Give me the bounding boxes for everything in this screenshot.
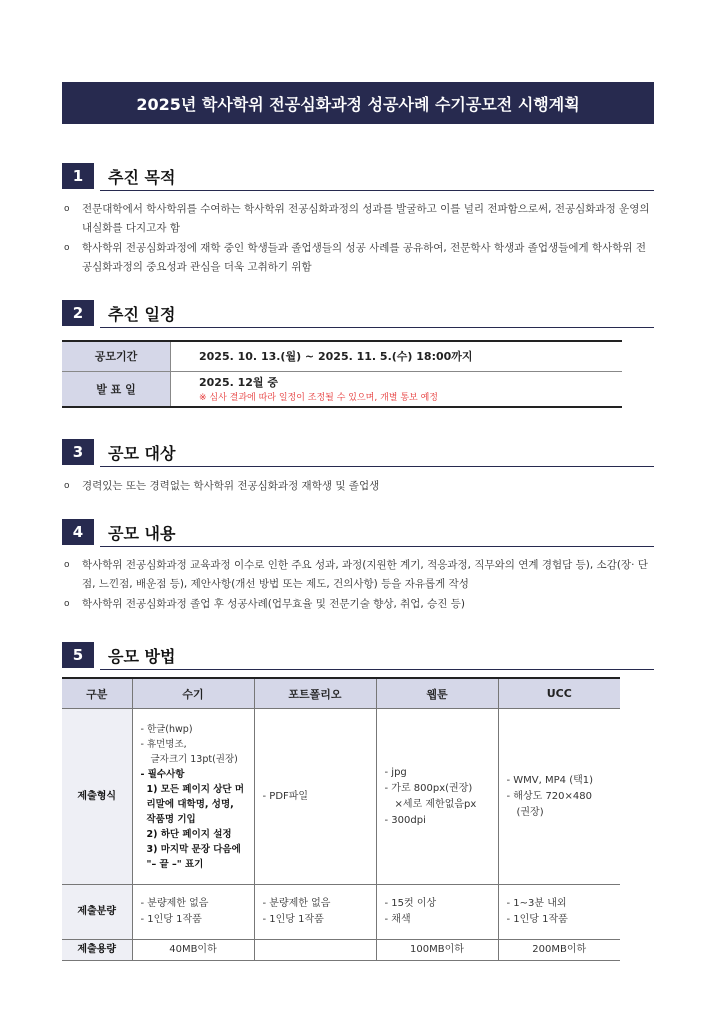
- section-4-bullets: [64, 556, 656, 615]
- announce-note: ※ 심사 결과에 따라 일정이 조정될 수 있으며, 개별 통보 예정: [199, 393, 438, 404]
- cell-line: 1) 모든 페이지 상단 머리말에 대학명, 성명, 작품명 기입: [146, 783, 245, 825]
- submission-table: [62, 677, 620, 961]
- cell-line: - 해상도 720×480: [506, 790, 592, 802]
- bullet-text: 경력있는 또는 경력없는 학사학위 전공심화과정 재학생 및 졸업생: [82, 480, 380, 492]
- table-row: [62, 940, 620, 961]
- schedule-label: 공모기간: [62, 341, 171, 371]
- bullet-text: 전문대학에서 학사학위를 수여하는 학사학위 전공심화과정의 성과를 발굴하고 이를 널리 전파함으로써, 전공심화과정 운영의 내실화를 다지고자 함: [82, 203, 650, 234]
- table-row: [62, 371, 622, 407]
- bullet-mark: o: [64, 560, 70, 570]
- section-divider: [100, 546, 654, 547]
- section-1-bullets: [64, 200, 656, 278]
- cell-line: - 필수사항: [140, 768, 185, 780]
- section-number: 4: [62, 519, 94, 545]
- section-divider: [100, 327, 654, 328]
- section-divider: [100, 669, 654, 670]
- bullet-mark: o: [64, 481, 70, 491]
- section-divider: [100, 466, 654, 467]
- table-row: [62, 709, 620, 885]
- cell-line: - 1~3분 내외: [506, 898, 567, 909]
- section-2-heading: [62, 300, 654, 328]
- cell-line: - 1인당 1작품: [262, 914, 324, 925]
- size-webtoon-cell: 100MB이하: [376, 940, 498, 961]
- cell-line: - WMV, MP4 (택1): [506, 774, 594, 786]
- section-title: 응모 방법: [108, 647, 176, 666]
- cell-line: 3) 마지막 문장 다음에 "– 끝 –" 표기: [146, 843, 241, 870]
- cell-line: 글자크기 13pt(권장): [150, 753, 238, 765]
- bullet-mark: o: [64, 204, 70, 214]
- section-3-bullets: [64, 477, 656, 497]
- section-title: 공모 내용: [108, 524, 176, 543]
- section-title: 추진 목적: [108, 168, 176, 187]
- volume-ucc-cell: [498, 885, 620, 940]
- cell-line: - 휴먼명조,: [140, 738, 187, 750]
- section-number: 3: [62, 439, 94, 465]
- table-header-row: [62, 678, 620, 709]
- schedule-value: 2025. 10. 13.(월) ~ 2025. 11. 5.(수) 18:00까지: [171, 341, 623, 371]
- cell-line: - 채색: [384, 914, 411, 925]
- bullet-text: 학사학위 전공심화과정 교육과정 이수로 인한 주요 성과, 과정(지원한 계기, 적응과정, 직무와의 연계 경험담 등), 소감(장· 단점, 느낀점, 배운점 등), 제안사항(개선 방법 또는 제도, 건의사항) 등을 자유롭게 작성: [82, 559, 648, 590]
- cell-line: - 분량제한 없음: [140, 898, 209, 909]
- announce-date: 2025. 12월 중: [199, 376, 279, 390]
- list-item: [64, 556, 656, 594]
- bullet-mark: o: [64, 599, 70, 609]
- format-portfolio-cell: [254, 709, 376, 885]
- cell-line: - 한글(hwp): [140, 723, 193, 735]
- column-header: 포트폴리오: [254, 678, 376, 709]
- bullet-text: 학사학위 전공심화과정에 재학 중인 학생들과 졸업생들의 성공 사례를 공유하여, 전문학사 학생과 졸업생들에게 학사학위 전공심화과정의 중요성과 관심을 더욱 고취하기 위함: [82, 242, 647, 273]
- list-item: [64, 595, 656, 614]
- section-number: 1: [62, 163, 94, 189]
- row-label: 제출용량: [62, 940, 132, 961]
- column-header: 웹툰: [376, 678, 498, 709]
- section-title: 공모 대상: [108, 444, 176, 463]
- list-item: [64, 477, 656, 496]
- list-item: [64, 200, 656, 238]
- cell-line: (권장): [516, 806, 544, 818]
- section-1-heading: [62, 163, 654, 191]
- cell-line: - 분량제한 없음: [262, 898, 331, 909]
- format-ucc-cell: [498, 709, 620, 885]
- volume-portfolio-cell: [254, 885, 376, 940]
- cell-line: 2) 하단 페이지 설정: [146, 828, 232, 840]
- cell-line: - 가로 800px(권장): [384, 782, 473, 794]
- list-item: [64, 239, 656, 277]
- section-divider: [100, 190, 654, 191]
- column-header: UCC: [498, 678, 620, 709]
- bullet-mark: o: [64, 243, 70, 253]
- cell-line: - 300dpi: [384, 814, 426, 826]
- section-title: 추진 일정: [108, 305, 176, 324]
- column-header: 수기: [132, 678, 254, 709]
- volume-essay-cell: [132, 885, 254, 940]
- schedule-value-cell: [171, 371, 623, 407]
- size-portfolio-cell: [254, 940, 376, 961]
- schedule-label: 발 표 일: [62, 371, 171, 407]
- format-essay-cell: [132, 709, 254, 885]
- section-3-heading: [62, 439, 654, 467]
- format-webtoon-cell: [376, 709, 498, 885]
- cell-line: - 1인당 1작품: [506, 914, 568, 925]
- section-5-heading: [62, 642, 654, 670]
- volume-webtoon-cell: [376, 885, 498, 940]
- table-row: [62, 885, 620, 940]
- schedule-table: [62, 340, 622, 408]
- bullet-text: 학사학위 전공심화과정 졸업 후 성공사례(업무효율 및 전문기술 향상, 취업, 승진 등): [82, 598, 465, 610]
- section-number: 2: [62, 300, 94, 326]
- section-4-heading: [62, 519, 654, 547]
- size-ucc-cell: 200MB이하: [498, 940, 620, 961]
- row-label: 제출분량: [62, 885, 132, 940]
- cell-line: - PDF파일: [262, 790, 309, 802]
- table-row: [62, 341, 622, 371]
- cell-line: - jpg: [384, 766, 407, 778]
- cell-line: - 15컷 이상: [384, 898, 437, 909]
- column-header: 구분: [62, 678, 132, 709]
- section-number: 5: [62, 642, 94, 668]
- cell-line: ×세로 제한없음px: [394, 798, 477, 810]
- row-label: 제출형식: [62, 709, 132, 885]
- cell-line: - 1인당 1작품: [140, 914, 202, 925]
- document-title: 2025년 학사학위 전공심화과정 성공사례 수기공모전 시행계획: [62, 82, 654, 124]
- size-essay-cell: 40MB이하: [132, 940, 254, 961]
